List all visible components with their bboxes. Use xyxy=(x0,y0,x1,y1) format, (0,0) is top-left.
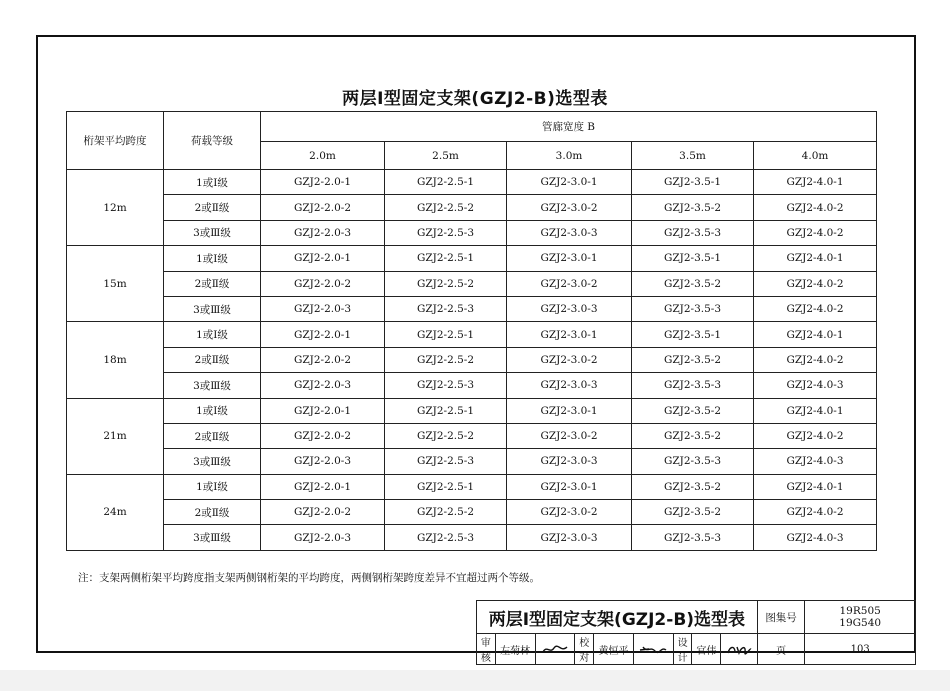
model-code-cell: GZJ2-4.0-2 xyxy=(754,220,877,245)
model-code-cell: GZJ2-3.5-1 xyxy=(632,170,754,195)
page-label: 页 xyxy=(757,634,805,665)
model-code-cell: GZJ2-2.5-1 xyxy=(385,398,507,423)
model-code-cell: GZJ2-3.5-2 xyxy=(632,474,754,499)
load-level-cell: 3或Ⅲ级 xyxy=(164,296,261,321)
model-code-cell: GZJ2-2.5-1 xyxy=(385,246,507,271)
model-code-cell: GZJ2-3.5-1 xyxy=(632,322,754,347)
model-code-cell: GZJ2-2.5-3 xyxy=(385,296,507,321)
table-row xyxy=(67,398,877,423)
model-code-cell: GZJ2-3.0-2 xyxy=(507,347,632,372)
table-row xyxy=(67,449,877,474)
review-label: 审核 xyxy=(477,634,496,665)
load-level-cell: 3或Ⅲ级 xyxy=(164,220,261,245)
span-cell: 18m xyxy=(67,322,164,398)
model-code-cell: GZJ2-2.5-1 xyxy=(385,170,507,195)
model-code-cell: GZJ2-2.0-2 xyxy=(261,500,385,525)
model-code-cell: GZJ2-4.0-1 xyxy=(754,474,877,499)
load-column-header: 荷载等级 xyxy=(164,112,261,170)
model-code-cell: GZJ2-4.0-2 xyxy=(754,195,877,220)
model-code-cell: GZJ2-3.0-1 xyxy=(507,322,632,347)
model-code-cell: GZJ2-3.5-2 xyxy=(632,195,754,220)
model-code-cell: GZJ2-4.0-2 xyxy=(754,500,877,525)
load-level-cell: 2或Ⅱ级 xyxy=(164,500,261,525)
checker-signature xyxy=(633,634,673,665)
model-code-cell: GZJ2-3.0-1 xyxy=(507,474,632,499)
model-code-cell: GZJ2-3.0-3 xyxy=(507,220,632,245)
model-code-cell: GZJ2-3.5-2 xyxy=(632,423,754,448)
model-code-cell: GZJ2-3.0-3 xyxy=(507,373,632,398)
model-code-cell: GZJ2-2.5-3 xyxy=(385,373,507,398)
model-code-cell: GZJ2-4.0-1 xyxy=(754,170,877,195)
model-code-cell: GZJ2-2.0-1 xyxy=(261,474,385,499)
model-code-cell: GZJ2-2.0-3 xyxy=(261,220,385,245)
model-code-cell: GZJ2-4.0-1 xyxy=(754,322,877,347)
table-row xyxy=(67,347,877,372)
model-code-cell: GZJ2-2.5-2 xyxy=(385,347,507,372)
model-code-cell: GZJ2-3.5-3 xyxy=(632,220,754,245)
table-row xyxy=(67,525,877,550)
atlas-code-2: 19G540 xyxy=(839,617,882,629)
title-block xyxy=(476,600,916,664)
model-code-cell: GZJ2-2.5-3 xyxy=(385,449,507,474)
table-row xyxy=(67,474,877,499)
model-code-cell: GZJ2-3.5-2 xyxy=(632,398,754,423)
designer-signature xyxy=(721,634,758,665)
table-row xyxy=(67,220,877,245)
model-code-cell: GZJ2-2.5-2 xyxy=(385,500,507,525)
table-row xyxy=(67,271,877,296)
model-code-cell: GZJ2-2.5-1 xyxy=(385,474,507,499)
width-header: 2.0m xyxy=(261,142,385,170)
model-code-cell: GZJ2-2.5-3 xyxy=(385,220,507,245)
model-code-cell: GZJ2-3.0-1 xyxy=(507,398,632,423)
model-code-cell: GZJ2-4.0-2 xyxy=(754,347,877,372)
page-number: 103 xyxy=(805,634,916,665)
model-code-cell: GZJ2-2.5-1 xyxy=(385,322,507,347)
model-code-cell: GZJ2-2.0-3 xyxy=(261,296,385,321)
check-label: 校对 xyxy=(575,634,594,665)
table-row xyxy=(67,195,877,220)
model-code-cell: GZJ2-3.5-2 xyxy=(632,347,754,372)
table-row xyxy=(67,296,877,321)
table-row xyxy=(67,170,877,195)
load-level-cell: 2或Ⅱ级 xyxy=(164,271,261,296)
model-code-cell: GZJ2-4.0-1 xyxy=(754,246,877,271)
width-header: 3.0m xyxy=(507,142,632,170)
model-code-cell: GZJ2-3.0-1 xyxy=(507,170,632,195)
load-level-cell: 1或Ⅰ级 xyxy=(164,474,261,499)
load-level-cell: 1或Ⅰ级 xyxy=(164,322,261,347)
model-code-cell: GZJ2-3.5-3 xyxy=(632,449,754,474)
model-code-cell: GZJ2-2.0-2 xyxy=(261,423,385,448)
model-code-cell: GZJ2-2.0-2 xyxy=(261,347,385,372)
checker-name: 黄恒平 xyxy=(594,634,634,665)
load-level-cell: 2或Ⅱ级 xyxy=(164,195,261,220)
width-header: 4.0m xyxy=(754,142,877,170)
model-code-cell: GZJ2-2.0-1 xyxy=(261,322,385,347)
model-code-cell: GZJ2-3.5-1 xyxy=(632,246,754,271)
span-cell: 12m xyxy=(67,170,164,246)
model-code-cell: GZJ2-2.5-2 xyxy=(385,195,507,220)
model-code-cell: GZJ2-3.5-3 xyxy=(632,296,754,321)
table-row xyxy=(67,423,877,448)
model-code-cell: GZJ2-2.5-2 xyxy=(385,271,507,296)
model-code-cell: GZJ2-4.0-3 xyxy=(754,449,877,474)
design-label: 设计 xyxy=(673,634,692,665)
model-code-cell: GZJ2-4.0-2 xyxy=(754,296,877,321)
model-code-cell: GZJ2-4.0-2 xyxy=(754,423,877,448)
load-level-cell: 3或Ⅲ级 xyxy=(164,525,261,550)
load-level-cell: 2或Ⅱ级 xyxy=(164,347,261,372)
span-cell: 24m xyxy=(67,474,164,550)
model-code-cell: GZJ2-4.0-1 xyxy=(754,398,877,423)
model-code-cell: GZJ2-2.5-3 xyxy=(385,525,507,550)
model-code-cell: GZJ2-3.0-2 xyxy=(507,195,632,220)
width-header: 2.5m xyxy=(385,142,507,170)
model-code-cell: GZJ2-2.0-2 xyxy=(261,195,385,220)
selection-table xyxy=(66,111,877,551)
model-code-cell: GZJ2-3.0-1 xyxy=(507,246,632,271)
atlas-codes xyxy=(805,601,916,634)
model-code-cell: GZJ2-4.0-3 xyxy=(754,525,877,550)
table-row xyxy=(67,322,877,347)
model-code-cell: GZJ2-2.0-1 xyxy=(261,246,385,271)
reviewer-name: 左菊林 xyxy=(495,634,535,665)
model-code-cell: GZJ2-4.0-2 xyxy=(754,271,877,296)
model-code-cell: GZJ2-3.0-3 xyxy=(507,449,632,474)
model-code-cell: GZJ2-3.0-3 xyxy=(507,296,632,321)
model-code-cell: GZJ2-3.5-3 xyxy=(632,525,754,550)
table-row xyxy=(67,500,877,525)
load-level-cell: 1或Ⅰ级 xyxy=(164,170,261,195)
atlas-label: 图集号 xyxy=(757,601,805,634)
load-level-cell: 2或Ⅱ级 xyxy=(164,423,261,448)
model-code-cell: GZJ2-2.5-2 xyxy=(385,423,507,448)
model-code-cell: GZJ2-3.0-2 xyxy=(507,423,632,448)
model-code-cell: GZJ2-2.0-1 xyxy=(261,398,385,423)
title-block-title: 两层Ⅰ型固定支架(GZJ2-B)选型表 xyxy=(477,601,758,634)
model-code-cell: GZJ2-3.5-2 xyxy=(632,500,754,525)
model-code-cell: GZJ2-3.0-2 xyxy=(507,500,632,525)
table-row xyxy=(67,246,877,271)
width-group-header: 管廊宽度 B xyxy=(261,112,877,142)
model-code-cell: GZJ2-2.0-3 xyxy=(261,449,385,474)
span-cell: 21m xyxy=(67,398,164,474)
load-level-cell: 3或Ⅲ级 xyxy=(164,449,261,474)
reviewer-signature xyxy=(535,634,575,665)
page-title: 两层Ⅰ型固定支架(GZJ2-B)选型表 xyxy=(342,89,608,109)
note-text: 注：支架两侧桁架平均跨度指支架两侧钢桁架的平均跨度，两侧钢桁架跨度差异不宜超过两个等级。 xyxy=(78,572,540,584)
width-header: 3.5m xyxy=(632,142,754,170)
bottom-bar xyxy=(0,670,950,691)
designer-name: 官伟 xyxy=(692,634,721,665)
load-level-cell: 1或Ⅰ级 xyxy=(164,398,261,423)
span-cell: 15m xyxy=(67,246,164,322)
model-code-cell: GZJ2-3.0-2 xyxy=(507,271,632,296)
load-level-cell: 3或Ⅲ级 xyxy=(164,373,261,398)
model-code-cell: GZJ2-2.0-3 xyxy=(261,525,385,550)
model-code-cell: GZJ2-2.0-1 xyxy=(261,170,385,195)
model-code-cell: GZJ2-3.5-2 xyxy=(632,271,754,296)
model-code-cell: GZJ2-4.0-3 xyxy=(754,373,877,398)
atlas-code-1: 19R505 xyxy=(839,605,881,617)
model-code-cell: GZJ2-3.5-3 xyxy=(632,373,754,398)
model-code-cell: GZJ2-2.0-2 xyxy=(261,271,385,296)
span-column-header: 桁架平均跨度 xyxy=(67,112,164,170)
model-code-cell: GZJ2-3.0-3 xyxy=(507,525,632,550)
table-row xyxy=(67,373,877,398)
load-level-cell: 1或Ⅰ级 xyxy=(164,246,261,271)
model-code-cell: GZJ2-2.0-3 xyxy=(261,373,385,398)
